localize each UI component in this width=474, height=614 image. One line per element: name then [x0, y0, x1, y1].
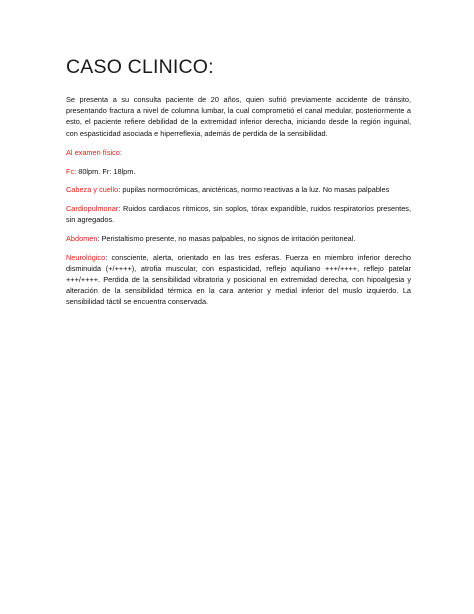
section-text: Peristaltismo presente, no masas palpables, no signos de irritación peritoneal. — [99, 233, 356, 243]
exam-heading: Al examen físico: — [66, 147, 122, 157]
section-neurologico: Neurológico: consciente, alerta, orientado en las tres esferas. Fuerza en miembro inferior derecho disminuida (+/++++), atrofia muscular, con espasticidad, reflejo aquiliano +++/++++, reflejo patelar +++/++++. Perdida de la sensibilidad vibratoria y posicional en extremidad derecha, con hipoalgesia y alteración de la sensibilidad térmica en la cara anterior y medial inferior del muslo izquierdo. La sensibilidad táctil se encuentra conservada. — [66, 252, 411, 307]
section-text: 80lpm. Fr: 18lpm. — [76, 166, 136, 176]
document-page — [66, 54, 411, 308]
section-abdomen: Abdomen: Peristaltismo presente, no masas palpables, no signos de irritación peritoneal. — [66, 233, 356, 243]
document-title: CASO CLINICO: — [66, 56, 214, 78]
section-label: Cardiopulmonar — [66, 203, 119, 213]
section-cardiopulmonar: Cardiopulmonar: Ruidos cardiacos rítmicos, sin soplos, tórax expandible, ruidos respiratorios presentes, sin agregados. — [66, 203, 411, 225]
section-label: Fc — [66, 166, 75, 176]
section-text: consciente, alerta, orientado en las tres esferas. Fuerza en miembro inferior derecho disminuida (+/++++), atrofia muscular, con espasticidad, reflejo aquiliano +++/++++, reflejo patelar +++/++++. Perdida de la sensibilidad vibratoria y posicional en extremidad derecha, con hipoalgesia y alteración de la sensibilidad térmica en la cara anterior y medial inferior del muslo izquierdo. La sensibilidad táctil se encuentra conservada. — [66, 252, 411, 307]
section-label: Abdomen — [66, 233, 98, 243]
section-label: Cabeza y cuello — [66, 185, 119, 195]
section-text: Ruidos cardiacos rítmicos, sin soplos, tórax expandible, ruidos respiratorios presentes, sin agregados. — [66, 203, 411, 225]
case-intro: Se presenta a su consulta paciente de 20 años, quien sufrió previamente accidente de tránsito, presentando fractura a nivel de columna lumbar, la cual comprometió el canal medular, posteriormente a esto, el paciente refiere debilidad de la extremidad inferior derecha, iniciando desde la región inguinal, con espasticidad asociada e hiperreflexia, además de perdida de la sensibilidad. — [66, 95, 411, 138]
section-text: pupilas normocrómicas, anictéricas, normo reactivas a la luz. No masas palpables — [120, 185, 390, 195]
section-fc: Fc: 80lpm. Fr: 18lpm. — [66, 166, 136, 176]
section-label: Neurológico — [66, 252, 106, 262]
section-cabeza-cuello: Cabeza y cuello: pupilas normocrómicas, anictéricas, normo reactivas a la luz. No masas palpables — [66, 185, 390, 195]
